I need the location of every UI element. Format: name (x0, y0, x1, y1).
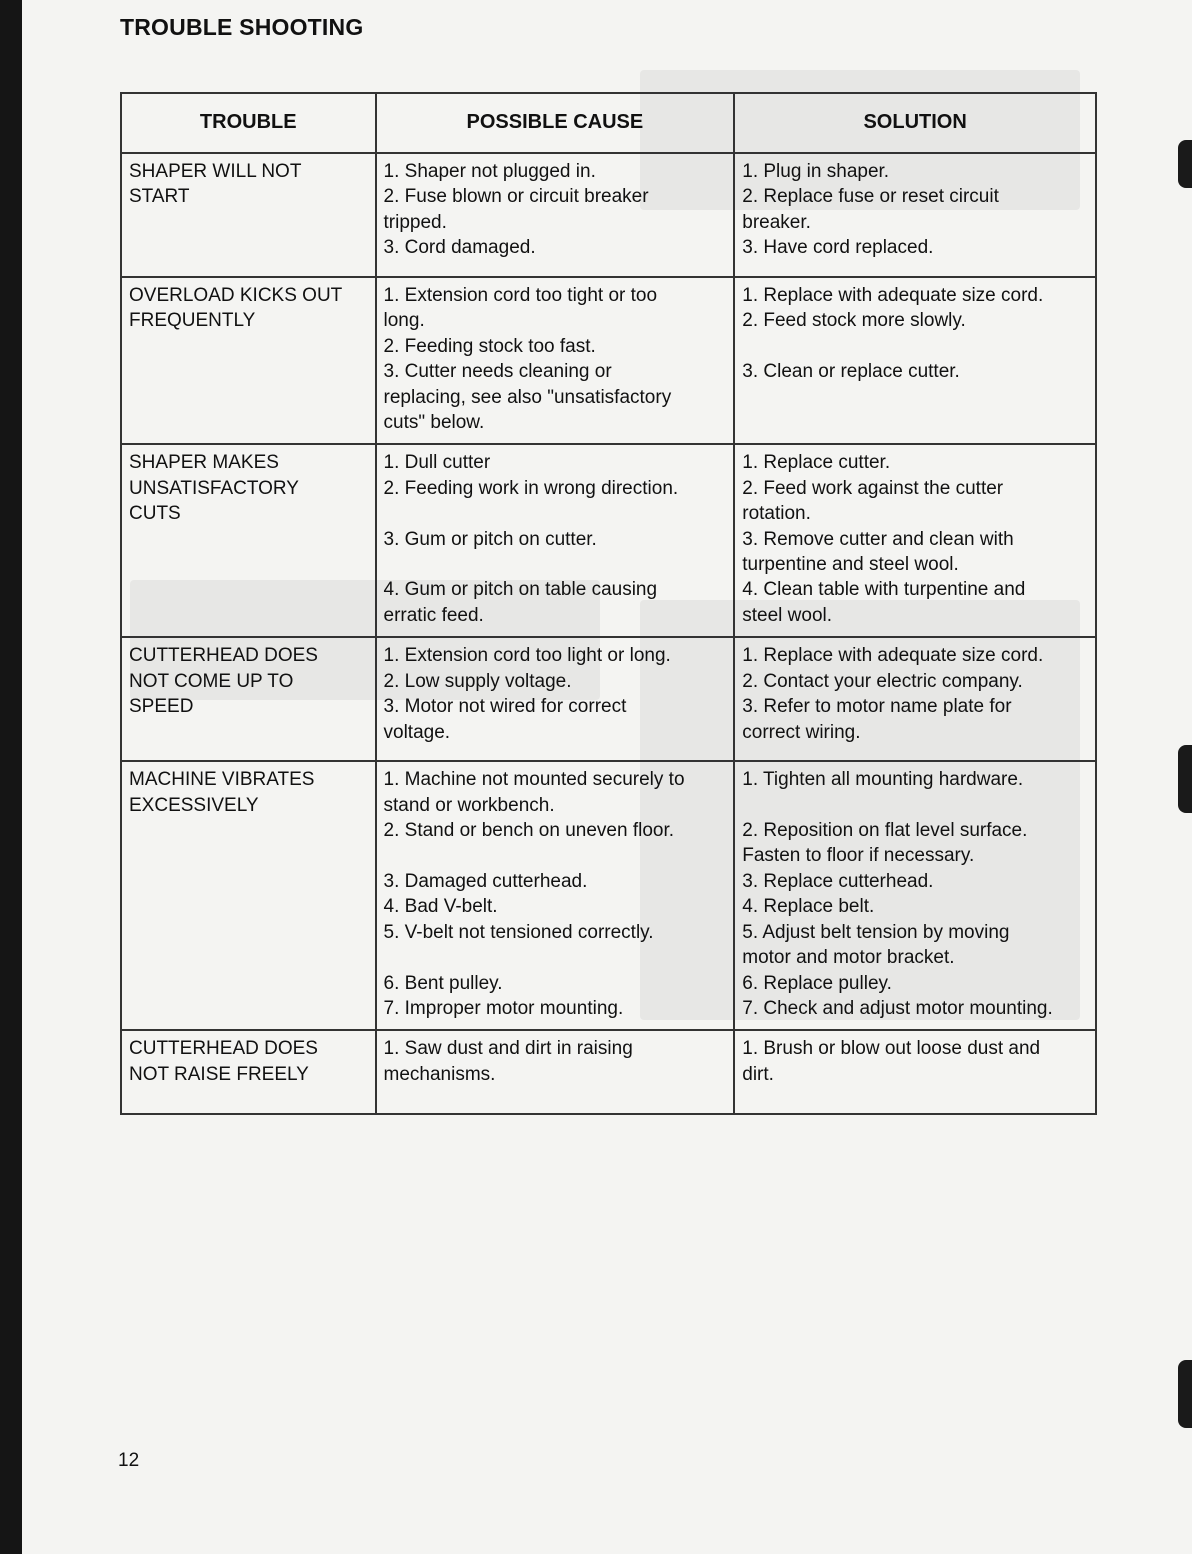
cause-line: 3. Cutter needs cleaning or (383, 361, 612, 383)
cause-line (384, 844, 728, 869)
page-number: 12 (118, 1450, 140, 1471)
cause-line: 1. Extension cord too light or long. (383, 645, 671, 667)
trouble-line: MACHINE VIBRATES (129, 769, 315, 791)
cause-line: 3. Cord damaged. (383, 237, 536, 259)
cause-line (384, 501, 728, 526)
cause-line: 3. Motor not wired for correct (383, 696, 627, 718)
cause-cell (376, 444, 735, 637)
solution-line: dirt. (742, 1063, 774, 1085)
solution-line: 3. Refer to motor name plate for (742, 696, 1012, 718)
solution-line: motor and motor bracket. (742, 947, 955, 969)
table-body (121, 153, 1096, 1114)
solution-line: 1. Replace cutter. (742, 452, 891, 474)
cause-line: cuts" below. (383, 412, 485, 434)
trouble-line: CUTTERHEAD DOES (129, 1038, 318, 1060)
cause-line: 1. Extension cord too tight or too (383, 285, 658, 306)
solution-line: rotation. (742, 503, 811, 525)
cause-line: 2. Stand or bench on uneven floor. (383, 820, 675, 842)
trouble-line: SHAPER WILL NOT (129, 161, 302, 182)
cause-cell (376, 637, 735, 761)
trouble-cell (121, 637, 376, 761)
cause-line: 7. Improper motor mounting. (383, 997, 624, 1019)
scan-edge-left (0, 0, 22, 1554)
trouble-line: START (129, 186, 190, 208)
trouble-cell (121, 761, 376, 1030)
solution-cell (734, 277, 1096, 444)
solution-line: 1. Brush or blow out loose dust and (742, 1038, 1041, 1060)
trouble-line: UNSATISFACTORY (129, 477, 299, 499)
solution-cell (734, 444, 1096, 637)
table-row (121, 277, 1096, 444)
binder-hole-mark (1178, 745, 1192, 813)
solution-line: Fasten to floor if necessary. (742, 845, 975, 867)
table-header-row (121, 93, 1096, 153)
header-solution: SOLUTION (734, 93, 1096, 153)
trouble-cell (121, 444, 376, 637)
cause-line: mechanisms. (383, 1063, 496, 1085)
solution-line: 2. Feed work against the cutter (742, 477, 1004, 499)
cause-line: 4. Gum or pitch on table causing (383, 579, 658, 601)
solution-line: breaker. (742, 211, 811, 233)
cause-cell (376, 761, 735, 1030)
trouble-line: CUTS (129, 503, 181, 525)
solution-line: turpentine and steel wool. (742, 554, 959, 576)
cause-line: 5. V-belt not tensioned correctly. (383, 921, 654, 943)
troubleshooting-table (120, 92, 1097, 1115)
cause-line: replacing, see also "unsatisfactory (383, 386, 672, 408)
binder-hole-mark (1178, 140, 1192, 188)
solution-line: 3. Replace cutterhead. (742, 870, 934, 892)
trouble-cell (121, 153, 376, 277)
cause-line: 2. Fuse blown or circuit breaker (383, 186, 649, 208)
trouble-line: EXCESSIVELY (129, 794, 259, 816)
solution-line: 1. Tighten all mounting hardware. (742, 769, 1024, 791)
cause-cell (376, 153, 735, 277)
solution-line: 2. Replace fuse or reset circuit (742, 186, 999, 208)
trouble-cell (121, 1030, 376, 1114)
cause-line: tripped. (383, 211, 447, 233)
cause-cell (376, 1030, 735, 1114)
cause-line (384, 552, 728, 577)
cause-line: 3. Damaged cutterhead. (383, 870, 588, 892)
cause-cell (376, 277, 735, 444)
trouble-line: FREQUENTLY (129, 310, 256, 332)
solution-line: 1. Replace with adequate size cord. (742, 285, 1044, 306)
header-trouble: TROUBLE (121, 93, 376, 153)
solution-line: 2. Feed stock more slowly. (742, 310, 966, 332)
header-possible-cause: POSSIBLE CAUSE (376, 93, 735, 153)
cause-line: 1. Saw dust and dirt in raising (383, 1038, 633, 1060)
cause-line (384, 945, 728, 970)
trouble-cell (121, 277, 376, 444)
table-row (121, 153, 1096, 277)
trouble-line: OVERLOAD KICKS OUT (129, 285, 343, 306)
cause-line: 2. Feeding stock too fast. (383, 335, 596, 357)
solution-line: 3. Remove cutter and clean with (742, 528, 1014, 550)
binder-hole-mark (1178, 1360, 1192, 1428)
table-row (121, 444, 1096, 637)
solution-line: 4. Replace belt. (742, 896, 875, 918)
solution-line: 2. Contact your electric company. (742, 670, 1023, 692)
cause-line: 2. Feeding work in wrong direction. (383, 477, 679, 499)
solution-cell (734, 761, 1096, 1030)
table-row (121, 1030, 1096, 1114)
solution-line: 1. Plug in shaper. (742, 161, 890, 182)
solution-cell (734, 637, 1096, 761)
cause-line: long. (383, 310, 425, 332)
trouble-line: SPEED (129, 696, 194, 718)
cause-line: 1. Dull cutter (383, 452, 491, 474)
cause-line: 4. Bad V-belt. (383, 896, 498, 918)
solution-cell (734, 1030, 1096, 1114)
cause-line: 2. Low supply voltage. (383, 670, 572, 692)
cause-line: 1. Shaper not plugged in. (383, 161, 596, 182)
cause-line: erratic feed. (383, 604, 484, 626)
solution-line: 3. Have cord replaced. (742, 237, 934, 259)
solution-line: correct wiring. (742, 721, 861, 743)
solution-line: 3. Clean or replace cutter. (742, 361, 960, 383)
solution-cell (734, 153, 1096, 277)
cause-line: 1. Machine not mounted securely to (383, 769, 685, 791)
trouble-line: NOT RAISE FREELY (129, 1063, 309, 1085)
cause-line: 6. Bent pulley. (383, 972, 503, 994)
solution-line: 4. Clean table with turpentine and (742, 579, 1026, 601)
trouble-line: NOT COME UP TO (129, 670, 294, 692)
solution-line: 5. Adjust belt tension by moving (742, 921, 1010, 943)
solution-line: 1. Replace with adequate size cord. (742, 645, 1044, 667)
trouble-line: CUTTERHEAD DOES (129, 645, 318, 667)
solution-line: 2. Reposition on flat level surface. (742, 820, 1028, 842)
solution-line (742, 793, 1089, 818)
solution-line: steel wool. (742, 604, 833, 626)
trouble-line: SHAPER MAKES (129, 452, 279, 474)
cause-line: stand or workbench. (383, 794, 555, 816)
page-title: TROUBLE SHOOTING (120, 14, 364, 40)
cause-line: voltage. (383, 721, 451, 743)
solution-line (742, 334, 1089, 359)
solution-line: 7. Check and adjust motor mounting. (742, 997, 1053, 1019)
table-row (121, 637, 1096, 761)
table-row (121, 761, 1096, 1030)
cause-line: 3. Gum or pitch on cutter. (383, 528, 597, 550)
solution-line: 6. Replace pulley. (742, 972, 892, 994)
